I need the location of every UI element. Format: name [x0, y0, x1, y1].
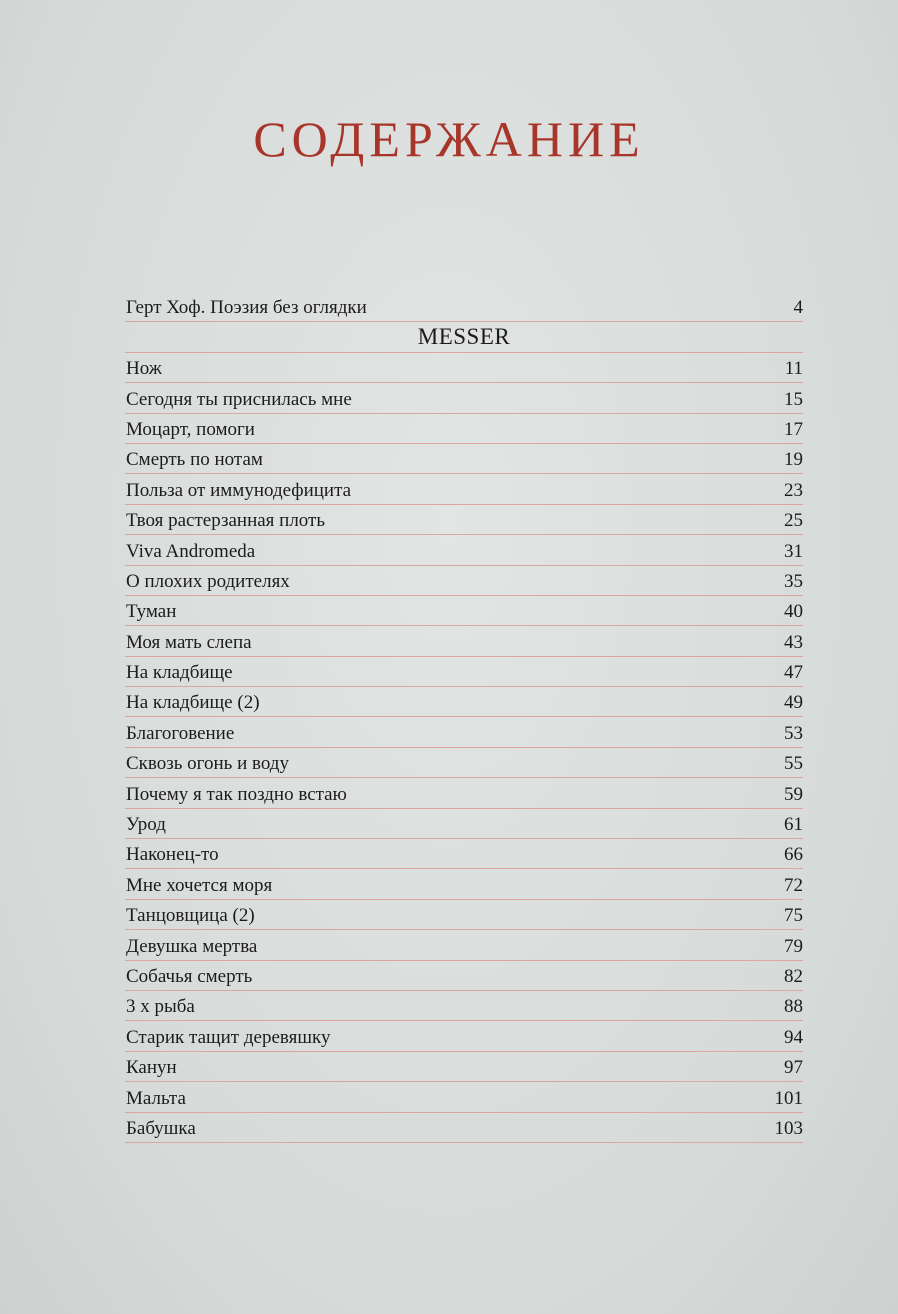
toc-entry-row [125, 717, 803, 747]
toc-entry-page: 25 [784, 510, 803, 532]
toc-entry-row [125, 809, 803, 839]
toc-entry-page: 103 [774, 1117, 803, 1139]
toc-entry-title: Благоговение [126, 722, 235, 744]
toc-entry-page: 75 [784, 905, 803, 927]
toc-entry-title: Сегодня ты приснилась мне [126, 388, 352, 410]
toc-entry-page: 82 [784, 965, 803, 987]
toc-entry-title: 3 x рыба [126, 996, 195, 1018]
toc-entry-page: 88 [784, 996, 803, 1018]
toc-entry-title: Наконец-то [126, 844, 219, 866]
toc-intro-row [125, 292, 803, 322]
toc-entry-page: 55 [784, 753, 803, 775]
toc-entry-page: 97 [784, 1057, 803, 1079]
toc-entry-page: 66 [784, 844, 803, 866]
toc-entry-row [125, 930, 803, 960]
toc-entry-title: Польза от иммунодефицита [126, 479, 352, 501]
toc-entry-page: 15 [784, 388, 803, 410]
toc-entry-title: Твоя растерзанная плоть [126, 510, 326, 532]
toc-entry-title: Мальта [126, 1087, 186, 1109]
toc-entry-row [125, 383, 803, 413]
toc-entry-row [125, 353, 803, 383]
toc-entry-title: Бабушка [126, 1117, 196, 1139]
toc-entry-title: Viva Andromeda [126, 540, 256, 562]
toc-section-heading [125, 322, 803, 352]
toc-entry-title: Смерть по нотам [126, 449, 263, 471]
toc-entry-page: 53 [784, 722, 803, 744]
toc-entry-page: 11 [784, 358, 803, 380]
toc-entry-title: Нож [126, 358, 162, 380]
toc-entry-title: На кладбище [126, 662, 233, 684]
toc-entry-row [125, 748, 803, 778]
page-title: СОДЕРЖАНИЕ [253, 111, 645, 167]
toc-entry-row [125, 961, 803, 991]
toc-entry-row [125, 626, 803, 656]
toc-entry-row [125, 1021, 803, 1051]
toc-entry-title: Моцарт, помоги [126, 418, 255, 440]
toc-entry-row [125, 535, 803, 565]
toc-entry-page: 47 [784, 662, 803, 684]
toc-entry-page: 79 [784, 935, 803, 957]
toc-entry-page: 31 [784, 540, 803, 562]
toc-entry-row [125, 1113, 803, 1143]
toc-entry-page: 101 [774, 1087, 803, 1109]
toc-entry-title: Урод [126, 814, 166, 836]
toc-entry-page: 40 [784, 601, 803, 623]
toc-entry-page: 49 [784, 692, 803, 714]
toc-entry-row [125, 657, 803, 687]
toc-entry-title: Канун [126, 1057, 177, 1079]
toc-entry-row [125, 839, 803, 869]
toc-entry-row [125, 778, 803, 808]
toc-entry-row [125, 1082, 803, 1112]
toc-entry-row [125, 900, 803, 930]
toc-entry-title: Старик тащит деревяшку [126, 1026, 331, 1048]
toc-entry-row [125, 566, 803, 596]
toc-entry-row [125, 474, 803, 504]
toc-entry-page: 43 [784, 631, 803, 653]
toc-entry-page: 94 [784, 1026, 803, 1048]
toc-entry-title: Девушка мертва [126, 935, 258, 957]
toc-entry-title: Моя мать слепа [126, 631, 252, 653]
toc-entry-row [125, 414, 803, 444]
toc-entry-page: 23 [784, 479, 803, 501]
toc-entry-row [125, 869, 803, 899]
toc-entry-title: О плохих родителях [126, 570, 290, 592]
toc-entry-title: Туман [126, 601, 177, 623]
toc-entry-title: Танцовщица (2) [126, 905, 255, 927]
toc-entry-page: 35 [784, 570, 803, 592]
toc-entry-page: 61 [784, 814, 803, 836]
toc-entry-title: Герт Хоф. Поэзия без оглядки [126, 297, 367, 319]
table-of-contents [125, 292, 803, 1143]
toc-entry-page: 4 [793, 297, 803, 319]
section-title: MESSER [417, 323, 511, 349]
toc-entry-row [125, 687, 803, 717]
toc-entry-row [125, 1052, 803, 1082]
toc-entry-title: Почему я так поздно встаю [126, 783, 347, 805]
toc-entry-title: Собачья смерть [126, 965, 253, 987]
toc-entries [125, 353, 803, 1143]
toc-entry-row [125, 596, 803, 626]
toc-entry-row [125, 991, 803, 1021]
toc-entry-row [125, 505, 803, 535]
toc-entry-page: 19 [784, 449, 803, 471]
toc-entry-title: На кладбище (2) [126, 692, 260, 714]
toc-entry-page: 17 [784, 418, 803, 440]
toc-entry-page: 59 [784, 783, 803, 805]
toc-entry-page: 72 [784, 874, 803, 896]
toc-entry-title: Сквозь огонь и воду [126, 753, 289, 775]
toc-entry-title: Мне хочется моря [126, 874, 273, 896]
toc-entry-row [125, 444, 803, 474]
